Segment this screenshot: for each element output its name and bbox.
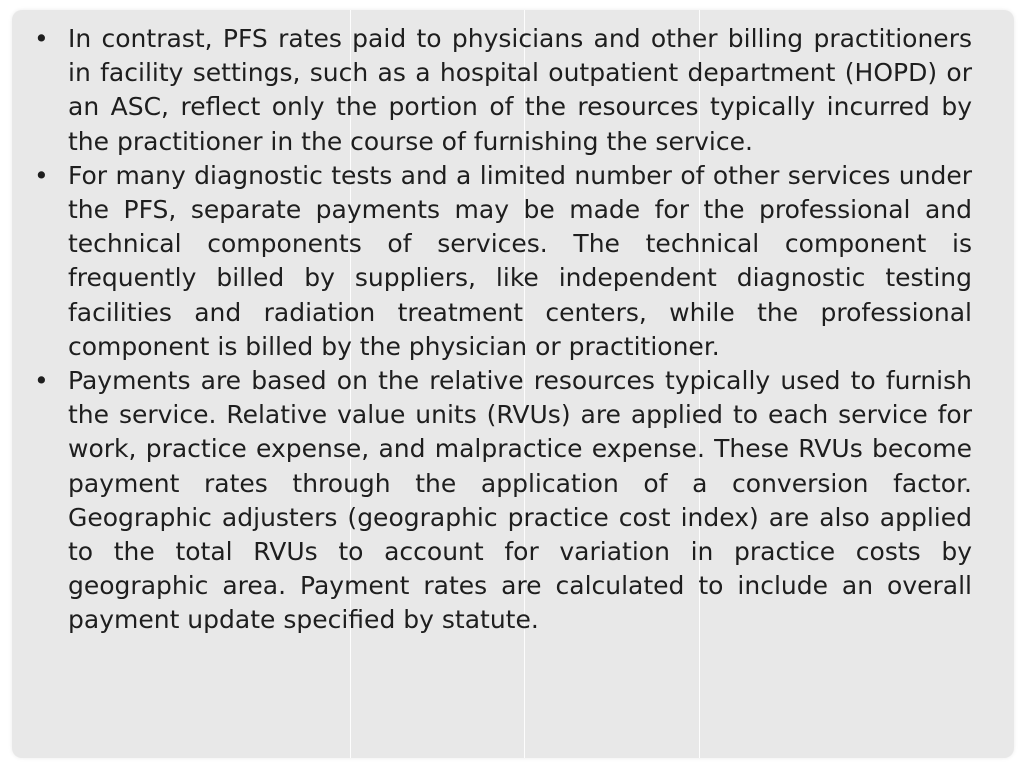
bullet-icon: • [34, 160, 49, 190]
bullet-text: For many diagnostic tests and a limited number of other services under the PFS, separate payments may be made for the professional and technical components of services. The technical component is frequently billed by suppliers, like independent diagnostic testing facilities and radiation treatment centers, while the professional component is billed by the physician or practitioner. [68, 160, 972, 361]
slide-panel [12, 10, 1014, 758]
bullet-icon: • [34, 366, 49, 396]
bullet-item [32, 22, 972, 159]
slide-content [32, 22, 972, 638]
bullet-text: In contrast, PFS rates paid to physicians and other billing practitioners in facility settings, such as a hospital outpatient department (HOPD) or an ASC, reflect only the portion of the resources typically incurred by the practitioner in the course of furnishing the service. [68, 24, 972, 156]
bullet-item [32, 364, 972, 638]
bullet-icon: • [34, 24, 49, 53]
bullet-item [32, 159, 972, 364]
bullet-list [32, 22, 972, 638]
bullet-text: Payments are based on the relative resources typically used to furnish the service. Relative value units (RVUs) are applied to each service for work, practice expense, and malpractice expense. These RVUs become payment rates through the application of a conversion factor. Geographic adjusters (geographic practice cost index) are also applied to the total RVUs to account for variation in practice costs by geographic area. Payment rates are calculated to include an overall payment update specified by statute. [68, 366, 972, 635]
